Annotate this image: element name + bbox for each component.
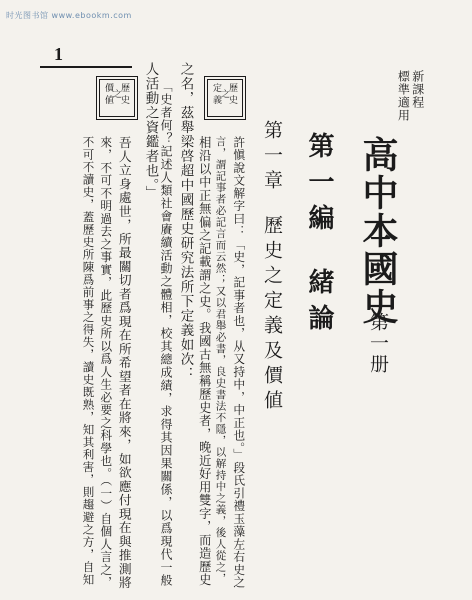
part-subtitle: 緒論 <box>304 268 334 340</box>
margin-note-char: 之 <box>221 90 231 100</box>
margin-note-value <box>96 76 138 120</box>
margin-note-char: 歷 <box>121 84 131 94</box>
part-number: 第一編 <box>304 132 334 240</box>
text-column: 之名，茲舉梁啓超中國歷史研究法所下定義如次： <box>177 62 194 381</box>
page-number: 1 <box>54 44 63 64</box>
volume-label: 第一册 <box>367 312 389 375</box>
margin-note-char: 史 <box>229 96 239 106</box>
chapter-title: 歷史之定義及價値 <box>261 215 283 415</box>
text-column: 許愼說文解字曰：「史，記事者也，从又持中，中正也。」段氏引禮玉藻左右史之 <box>231 136 246 590</box>
series-label-line-1: 新課程 <box>410 70 425 109</box>
margin-note-char: 義 <box>213 96 223 106</box>
series-label-line-2: 標準適用 <box>396 70 411 122</box>
header-rule <box>40 66 132 68</box>
margin-note-char: 史 <box>121 96 131 106</box>
text-column: 相沿以中正無偏之記載謂之史。我國古無稱歷史者，晚近好用雙字，而造歷史 <box>197 136 212 587</box>
margin-note-char: 歷 <box>229 84 239 94</box>
series-label <box>396 70 425 122</box>
chapter-heading <box>262 120 281 415</box>
text-column: 人活動之資鑑者也。」 <box>142 62 159 201</box>
watermark: 时光图书馆 www.ebookm.com <box>6 11 132 20</box>
margin-note-char: 之 <box>113 90 123 100</box>
margin-note-char: 價 <box>105 84 115 94</box>
margin-note-char: 定 <box>213 84 223 94</box>
text-column: 吾人立身處世，所最關切者爲現在所希望者在將來，如欲應付現在與推測將 <box>115 136 131 590</box>
text-column: 來，不可不明過去之事實，此歷史所以爲人生必要之科學也。（一）自個人言之， <box>98 136 113 590</box>
book-title: 高中本國史 <box>357 136 399 326</box>
text-column: 「史者何？記述人類社會賡續活動之體相，校其總成績，求得其因果關係，以爲現代一般 <box>159 80 173 587</box>
text-column: 言，謂記事者必記言而云然；又以君舉必書，良史書法不隱，以解持中之義，後人從之， <box>214 136 227 585</box>
margin-note-definition <box>204 76 246 120</box>
margin-note-char: 値 <box>105 96 115 106</box>
text-column: 不可不讀史，蓋歷史所陳爲前事之得失，讀史既熟，知其利害，則趨避之方，自知 <box>81 136 96 586</box>
part-title <box>306 132 332 340</box>
chapter-number: 第一章 <box>261 120 283 195</box>
